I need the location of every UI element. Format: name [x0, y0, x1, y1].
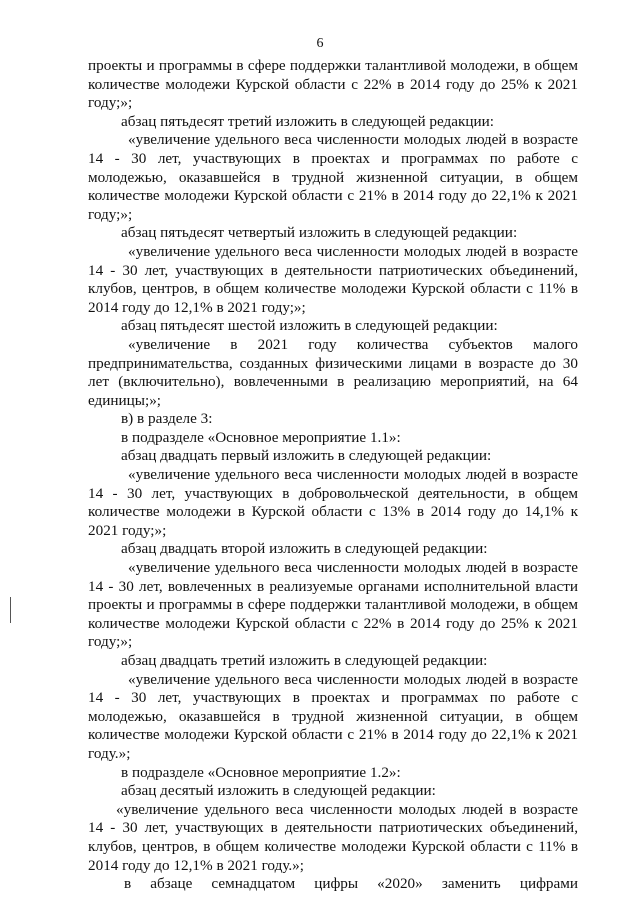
- text-line: клубов, центров, в общем количестве молодежи Курской области с 11% в: [88, 280, 578, 298]
- text-line: году.»;: [88, 744, 131, 762]
- text-line: 14 - 30 лет, участвующих в проектах и программах по работе с: [88, 689, 578, 707]
- text-line: количестве молодежи Курской области с 21% в 2014 году до 22,1% к 2021: [88, 726, 578, 744]
- text-line: «увеличение удельного веса численности молодых людей в возрасте: [128, 466, 578, 484]
- text-line: абзац двадцать второй изложить в следующей редакции:: [121, 540, 488, 558]
- text-line: абзац пятьдесят четвертый изложить в следующей редакции:: [121, 224, 518, 242]
- text-line: «увеличение удельного веса численности молодых людей в возрасте: [128, 131, 578, 149]
- text-line: проекты и программы в сфере поддержки талантливой молодежи, в общем: [88, 596, 578, 614]
- text-line: 2021 году;»;: [88, 521, 167, 539]
- text-line: 14 - 30 лет, участвующих в деятельности патриотических объединений,: [88, 261, 578, 279]
- text-line: году;»;: [88, 633, 133, 651]
- text-line: абзац пятьдесят шестой изложить в следующей редакции:: [121, 317, 498, 335]
- text-line: году;»;: [88, 205, 133, 223]
- text-line: в) в разделе 3:: [121, 410, 213, 428]
- page-number: 6: [316, 36, 324, 51]
- text-line: абзац десятый изложить в следующей редакции:: [121, 782, 436, 800]
- text-line: предпринимательства, созданных физическими лицами в возрасте до 30: [88, 354, 578, 372]
- text-line: 14 - 30 лет, участвующих в добровольческой деятельности, в общем: [88, 484, 578, 502]
- text-line: в подразделе «Основное мероприятие 1.2»:: [121, 763, 401, 781]
- text-line: молодежью, оказавшейся в трудной жизненной ситуации, в общем: [88, 707, 578, 725]
- text-line: 14 - 30 лет, вовлеченных в реализуемые органами исполнительной власти: [88, 577, 578, 595]
- document-body: [88, 57, 578, 894]
- text-line: абзац пятьдесят третий изложить в следующей редакции:: [121, 112, 495, 130]
- text-line: абзац двадцать третий изложить в следующей редакции:: [121, 652, 488, 669]
- text-line: «увеличение удельного веса численности молодых людей в возрасте: [116, 800, 578, 818]
- text-line: в подразделе «Основное мероприятие 1.1»:: [121, 428, 401, 446]
- text-line: лет (включительно), вовлеченными в реализацию мероприятий, на 64: [88, 373, 578, 391]
- text-line: количестве молодежи Курской области с 21% в 2014 году до 22,1% к 2021: [88, 187, 578, 205]
- text-line: «увеличение удельного веса численности молодых людей в возрасте: [128, 559, 578, 577]
- text-line: «увеличение в 2021 году количества субъектов малого: [128, 335, 578, 353]
- text-line: году;»;: [88, 94, 133, 112]
- text-line: проекты и программы в сфере поддержки талантливой молодежи, в общем: [88, 57, 578, 74]
- text-line: «увеличение удельного веса численности молодых людей в возрасте: [128, 242, 578, 260]
- text-line: клубов, центров, в общем количестве молодежи Курской области с 11% в: [88, 837, 578, 855]
- text-line: количестве молодежи Курской области с 22% в 2014 году до 25% к 2021: [88, 614, 578, 632]
- text-line: в абзаце семнадцатом цифры «2020» заменить цифрами: [124, 875, 578, 893]
- text-line: абзац двадцать первый изложить в следующей редакции:: [121, 447, 492, 465]
- text-line: единицы;»;: [88, 391, 162, 409]
- text-line: молодежью, оказавшейся в трудной жизненной ситуации, в общем: [88, 168, 578, 186]
- text-line: количестве молодежи Курской области с 22% в 2014 году до 25% к 2021: [88, 75, 578, 93]
- margin-mark: [10, 597, 11, 623]
- text-line: 14 - 30 лет, участвующих в проектах и программах по работе с: [88, 149, 578, 167]
- text-line: «увеличение удельного веса численности молодых людей в возрасте: [128, 670, 578, 688]
- text-line: 14 - 30 лет, участвующих в деятельности патриотических объединений,: [88, 819, 578, 837]
- text-line: 2014 году до 12,1% в 2021 году.»;: [88, 856, 304, 874]
- text-line: 2014 году до 12,1% в 2021 году;»;: [88, 298, 306, 316]
- text-line: количестве молодежи в Курской области с 13% в 2014 году до 14,1% к: [88, 503, 578, 521]
